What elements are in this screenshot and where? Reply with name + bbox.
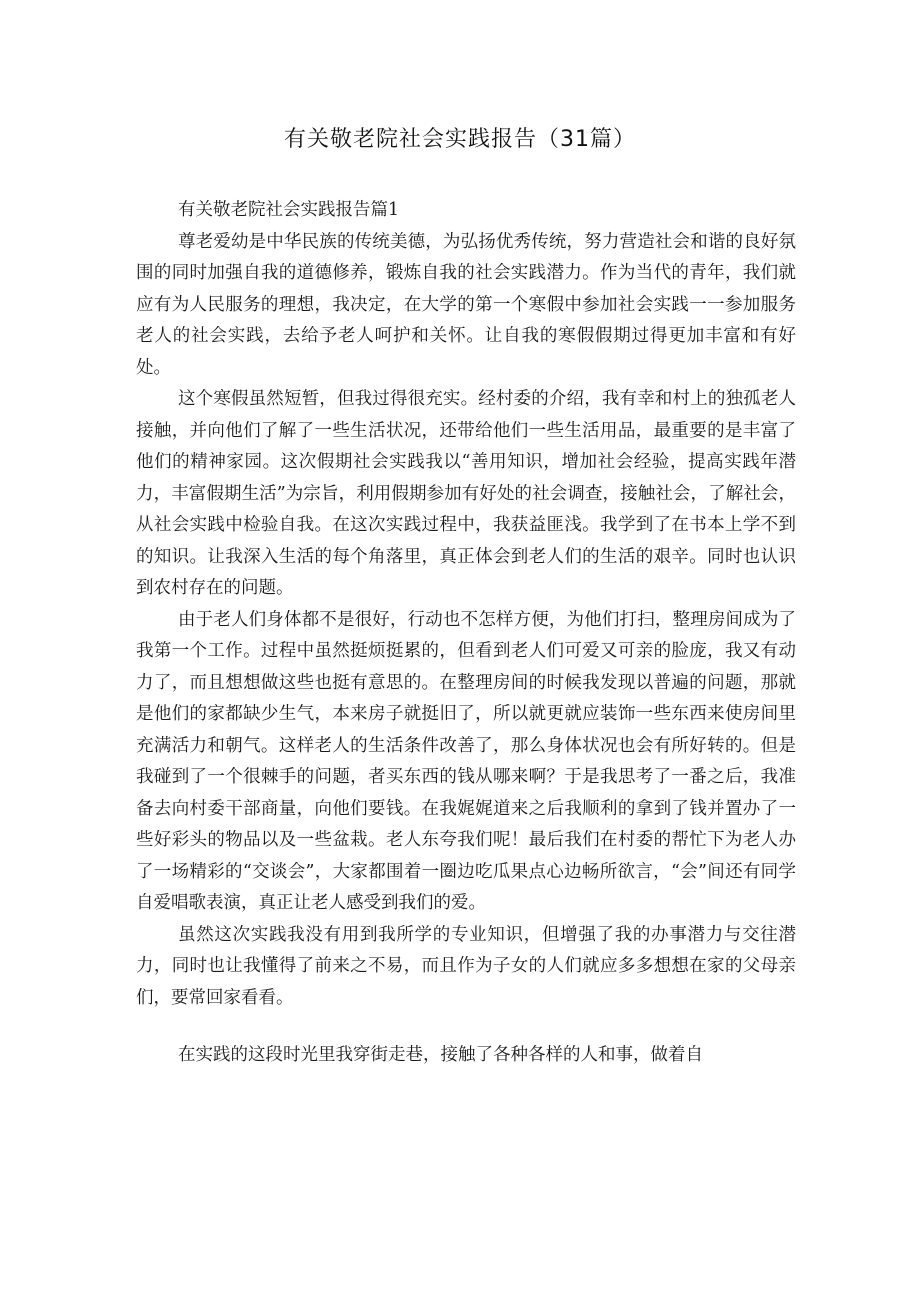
paragraph-4: 虽然这次实践我没有用到我所学的专业知识，但增强了我的办事潜力与交往潜力，同时也让我懂得了前来之不易，而且作为子女的人们就应多多想想在家的父母亲们，要常回家看看。 (136, 924, 796, 1008)
document-body (136, 195, 796, 1072)
document-title: 有关敬老院社会实践报告（31篇） (284, 127, 636, 152)
paragraph-1: 尊老爱幼是中华民族的传统美德，为弘扬优秀传统，努力营造社会和谐的良好氛围的同时加强自我的道德修养，锻炼自我的社会实践潜力。作为当代的青年，我们就应有为人民服务的理想，我决定，在大学的第一个寒假中参加社会实践一一参加服务老人的社会实践，去给予老人呵护和关怀。让自我的寒假假期过得更加丰富和有好处。 (136, 231, 796, 378)
paragraph-3: 由于老人们身体都不是很好，行动也不怎样方便，为他们打扫，整理房间成为了我第一个工作。过程中虽然挺烦挺累的，但看到老人们可爱又可亲的脸庞，我又有动力了，而且想想做这些也挺有意思的。在整理房间的时候我发现以普遍的问题，那就是他们的家都缺少生气，本来房子就挺旧了，所以就更就应装饰一些东西来使房间里充满活力和朝气。这样老人的生活条件改善了，那么身体状况也会有所好转的。但是我碰到了一个很棘手的问题，者买东西的钱从哪来啊？于是我思考了一番之后，我准备去向村委干部商量，向他们要钱。在我娓娓道来之后我顺利的拿到了钱并置办了一些好彩头的物品以及一些盆栽。老人东夸我们呢！最后我们在村委的帮忙下为老人办了一场精彩的“交谈会”，大家都围着一圈边吃瓜果点心边畅所欲言，“会”间还有同学自爱唱歌表演，真正让老人感受到我们的爱。 (136, 609, 796, 913)
paragraph-2: 这个寒假虽然短暂，但我过得很充实。经村委的介绍，我有幸和村上的独孤老人接触，并向他们了解了一些生活状况，还带给他们一些生活用品，最重要的是丰富了他们的精神家园。这次假期社会实践我以“善用知识，增加社会经验，提高实践年潜力，丰富假期生活”为宗旨，利用假期参加有好处的社会调查，接触社会，了解社会，从社会实践中检验自我。在这次实践过程中，我获益匪浅。我学到了在书本上学不到的知识。让我深入生活的每个角落里，真正体会到老人们的生活的艰辛。同时也认识到农村存在的问题。 (136, 389, 796, 598)
section-heading: 有关敬老院社会实践报告篇1 (178, 200, 400, 220)
paragraph-5: 在实践的这段时光里我穿街走巷，接触了各种各样的人和事，做着自 (178, 1045, 703, 1065)
